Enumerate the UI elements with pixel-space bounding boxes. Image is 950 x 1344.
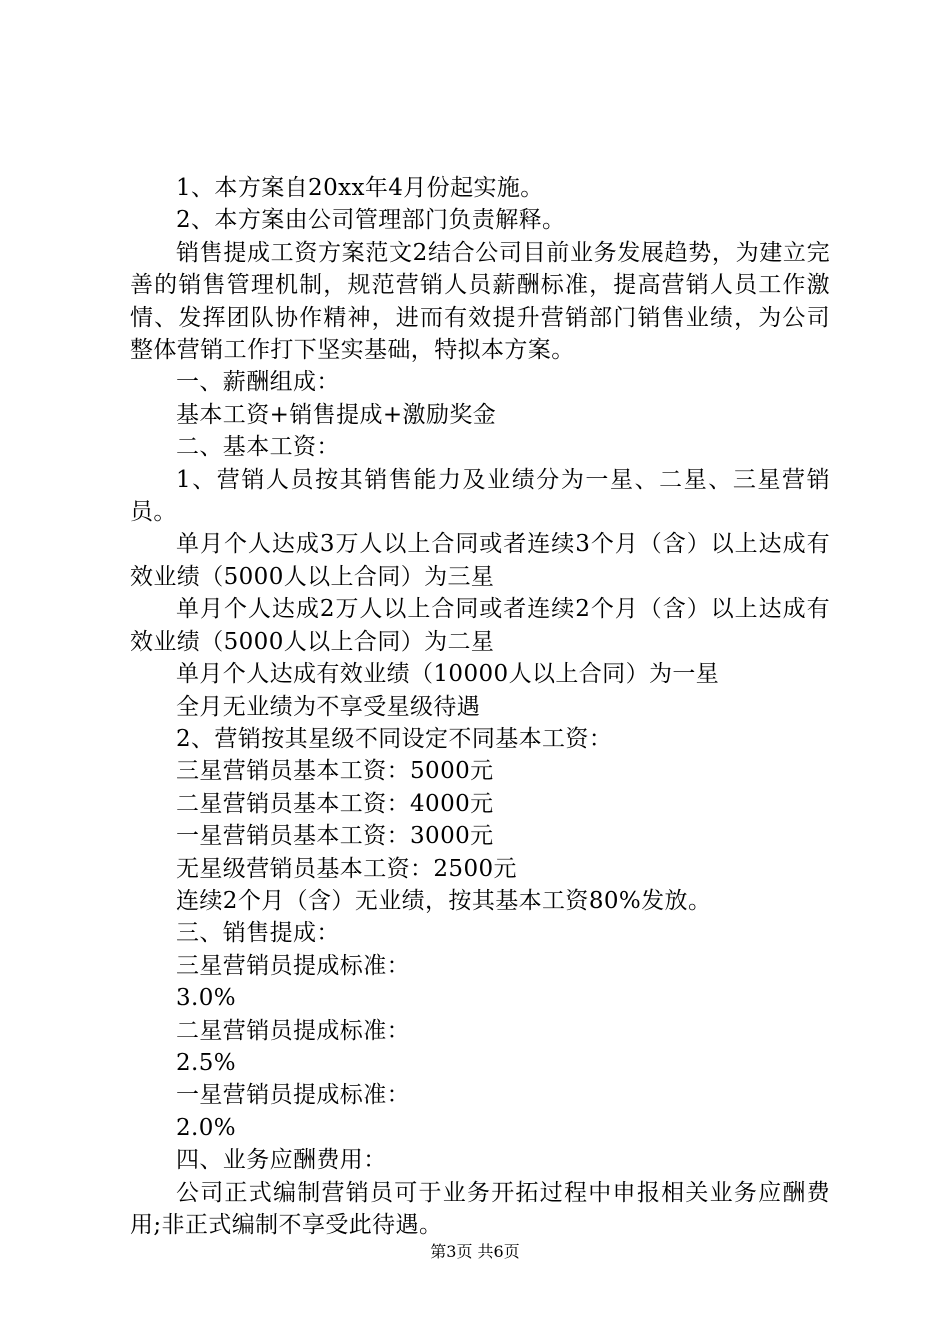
paragraph-interpretation: 2、本方案由公司管理部门负责解释。 [176, 207, 566, 234]
paragraph-three-star-commission-label: 三星营销员提成标准： [176, 952, 410, 979]
heading-sales-commission: 三、销售提成： [176, 920, 340, 947]
paragraph-intro: 销售提成工资方案范文2结合公司目前业务发展趋势，为建立完善的销售管理机制，规范营销人员薪酬标准，提高营销人员工作激情、发挥团队协作精神，进而有效提升营销部门销售业绩，为公司整体营销工作打下坚实基础，特拟本方案。 [130, 239, 830, 364]
paragraph-no-star-criteria: 全月无业绩为不享受星级待遇 [176, 693, 481, 720]
paragraph-no-performance-rule: 连续2个月（含）无业绩，按其基本工资80%发放。 [176, 887, 712, 914]
heading-base-salary: 二、基本工资： [176, 434, 340, 461]
paragraph-two-star-salary: 二星营销员基本工资：4000元 [176, 790, 494, 817]
paragraph-base-salary-by-star: 2、营销按其星级不同设定不同基本工资： [176, 725, 613, 752]
paragraph-three-star-salary: 三星营销员基本工资：5000元 [176, 758, 494, 785]
paragraph-star-levels: 1、营销人员按其销售能力及业绩分为一星、二星、三星营销员。 [130, 466, 830, 526]
paragraph-no-star-salary: 无星级营销员基本工资：2500元 [176, 855, 517, 882]
paragraph-one-star-salary: 一星营销员基本工资：3000元 [176, 823, 494, 850]
paragraph-two-star-commission-label: 二星营销员提成标准： [176, 1017, 410, 1044]
paragraph-salary-formula: 基本工资+销售提成+激励奖金 [176, 401, 497, 428]
page-footer: 第3页 共6页 [430, 1242, 520, 1261]
paragraph-one-star-commission-rate: 2.0% [176, 1114, 237, 1141]
paragraph-three-star-commission-rate: 3.0% [176, 985, 237, 1012]
paragraph-three-star-criteria: 单月个人达成3万人以上合同或者连续3个月（含）以上达成有效业绩（5000人以上合同）为三星 [130, 531, 830, 590]
paragraph-implementation-date: 1、本方案自20xx年4月份起实施。 [176, 175, 544, 201]
paragraph-one-star-commission-label: 一星营销员提成标准： [176, 1082, 410, 1109]
paragraph-two-star-commission-rate: 2.5% [176, 1049, 237, 1076]
heading-entertainment-expenses: 四、业务应酬费用： [176, 1147, 387, 1174]
paragraph-entertainment-policy: 公司正式编制营销员可于业务开拓过程中申报相关业务应酬费用;非正式编制不享受此待遇。 [130, 1179, 830, 1238]
paragraph-one-star-criteria: 单月个人达成有效业绩（10000人以上合同）为一星 [176, 661, 720, 688]
paragraph-two-star-criteria: 单月个人达成2万人以上合同或者连续2个月（含）以上达成有效业绩（5000人以上合同）为二星 [130, 596, 830, 655]
document-body [130, 172, 830, 1241]
heading-salary-composition: 一、薪酬组成： [176, 369, 340, 396]
